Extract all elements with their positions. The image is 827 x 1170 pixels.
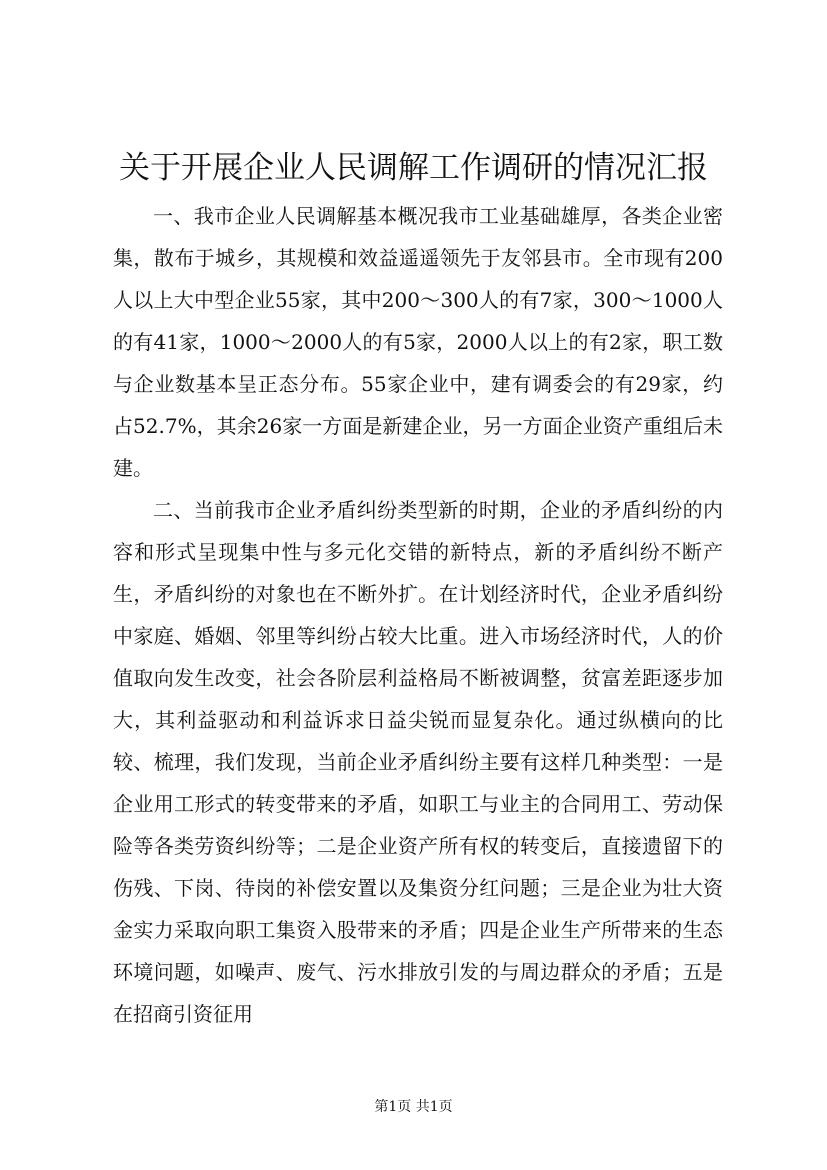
document-body [113,195,723,1035]
paragraph-2: 二、当前我市企业矛盾纠纷类型新的时期，企业的矛盾纠纷的内容和形式呈现集中性与多元化交错的新特点，新的矛盾纠纷不断产生，矛盾纠纷的对象也在不断外扩。在计划经济时代，企业矛盾纠纷中家庭、婚姻、邻里等纠纷占较大比重。进入市场经济时代，人的价值取向发生改变，社会各阶层利益格局不断被调整，贫富差距逐步加大，其利益驱动和利益诉求日益尖锐而显复杂化。通过纵横向的比较、梳理，我们发现，当前企业矛盾纠纷主要有这样几种类型：一是企业用工形式的转变带来的矛盾，如职工与业主的合同用工、劳动保险等各类劳资纠纷等；二是企业资产所有权的转变后，直接遗留下的伤残、下岗、待岗的补偿安置以及集资分红问题；三是企业为壮大资金实力采取向职工集资入股带来的矛盾；四是企业生产所带来的生态环境问题，如噪声、废气、污水排放引发的与周边群众的矛盾；五是在招商引资征用 [113,498,723,1026]
page-footer: 第1页 共1页 [374,1099,453,1115]
paragraph-1: 一、我市企业人民调解基本概况我市工业基础雄厚，各类企业密集，散布于城乡，其规模和效益遥遥领先于友邻县市。全市现有200人以上大中型企业55家，其中200～300人的有7家，300～1000人的有41家，1000～2000人的有5家，2000人以上的有2家，职工数与企业数基本呈正态分布。55家企业中，建有调委会的有29家，约占52.7%，其余26家一方面是新建企业，另一方面企业资产重组后未建。 [113,204,723,480]
document-title: 关于开展企业人民调解工作调研的情况汇报 [119,150,708,186]
